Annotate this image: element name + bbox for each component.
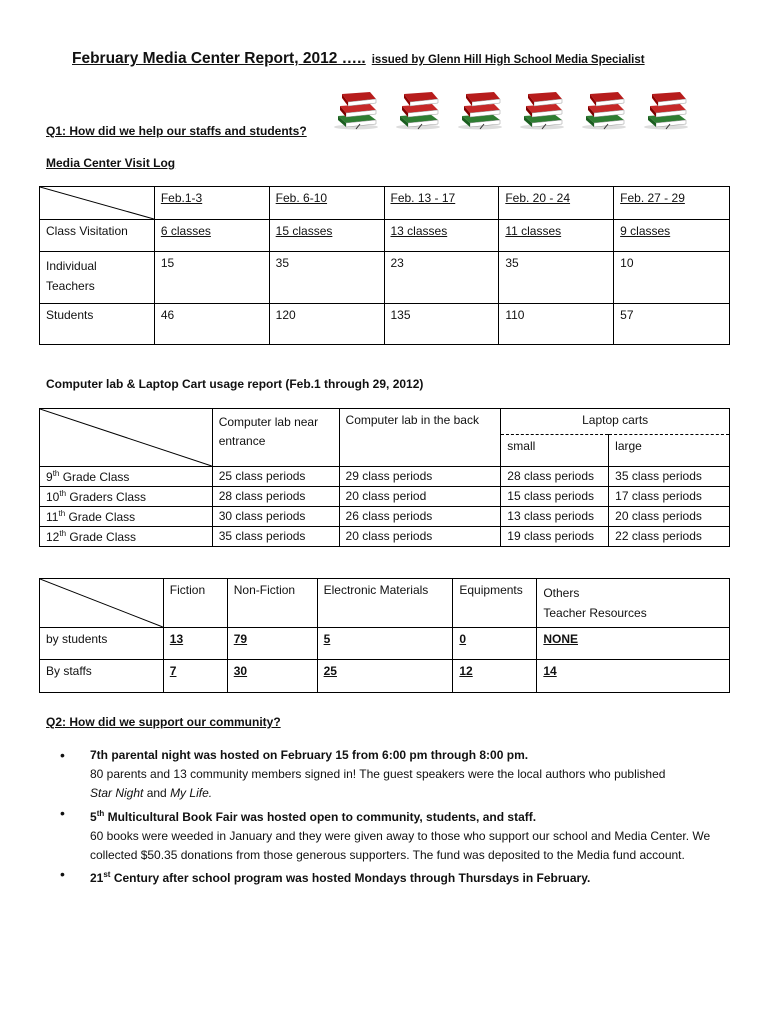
table-cell: 22 class periods — [609, 527, 730, 547]
bullet2-title-text: Multicultural Book Fair was hosted open to community, students, and staff. — [104, 809, 537, 824]
others-label: Others — [543, 586, 580, 600]
table-cell: 19 class periods — [501, 527, 609, 547]
visit-log-col-1: Feb. 6-10 — [269, 187, 384, 220]
title-subtitle: issued by Glenn Hill High School Media Specialist — [371, 54, 645, 66]
grade-number: 12 — [46, 530, 60, 544]
bullet1-and: and — [143, 786, 171, 801]
grade-number: 9 — [46, 470, 53, 484]
book-title-my-life: My Life. — [170, 786, 213, 801]
table-cell: 25 — [317, 660, 453, 693]
col-lab-back: Computer lab in the back — [339, 409, 501, 467]
table-cell: 25 class periods — [212, 467, 339, 487]
row-label: Class Visitation — [40, 220, 155, 252]
table-cell: 35 class periods — [212, 527, 339, 547]
table-cell: 13 class periods — [501, 507, 609, 527]
visit-log-col-4: Feb. 27 - 29 — [614, 187, 730, 220]
table-row — [40, 527, 730, 547]
table-cell: 13 classes — [384, 220, 499, 252]
circ-col-fiction: Fiction — [163, 579, 227, 628]
bullet3-number: 21 — [90, 871, 104, 886]
table-cell: 35 class periods — [609, 467, 730, 487]
grade-number: 10 — [46, 490, 60, 504]
col-laptop-carts: Laptop carts — [501, 409, 730, 435]
table-cell: 110 — [499, 304, 614, 345]
circulation-corner — [40, 579, 164, 628]
book-title-star-night: Star Night — [90, 786, 144, 801]
bullet3-title-text: Century after school program was hosted Mondays through Thursdays in February. — [110, 871, 591, 886]
table-cell: 26 class periods — [339, 507, 501, 527]
row-label — [40, 487, 213, 507]
community-list — [56, 746, 746, 888]
col-laptop-large: large — [609, 435, 730, 467]
table-cell: 7 — [163, 660, 227, 693]
row-label: By staffs — [40, 660, 164, 693]
lab-corner — [40, 409, 213, 467]
bullet3-suffix: st — [103, 870, 111, 880]
table-cell: 30 class periods — [212, 507, 339, 527]
book-icons — [330, 88, 692, 130]
table-cell: 17 class periods — [609, 487, 730, 507]
row-label — [40, 507, 213, 527]
table-cell: 20 class periods — [609, 507, 730, 527]
circ-col-others — [537, 579, 730, 628]
table-cell: 29 class periods — [339, 467, 501, 487]
table-cell: 35 — [499, 252, 614, 304]
diagonal-line — [40, 409, 212, 466]
q1-heading: Q1: How did we help our staffs and students? — [46, 124, 307, 138]
table-cell: 20 class period — [339, 487, 501, 507]
bullet2-text: 60 books were weeded in January and they were given away to those who support our school and Media Center. We collected $50.35 donations from those generous supporters. The fund was deposited to the Media fund account. — [90, 828, 711, 863]
table-cell: 46 — [154, 304, 269, 345]
table-row — [40, 487, 730, 507]
table-cell: 30 — [227, 660, 317, 693]
table-cell: 6 classes — [154, 220, 269, 252]
table-cell: 0 — [453, 628, 537, 660]
table-cell: 28 class periods — [501, 467, 609, 487]
list-item — [56, 804, 746, 866]
bullet1-title: 7th parental night was hosted on February 15 from 6:00 pm through 8:00 pm. — [90, 748, 529, 762]
table-cell: 35 — [269, 252, 384, 304]
table-row — [40, 507, 730, 527]
grade-text: Grade Class — [66, 530, 137, 544]
bullet2-suffix: th — [96, 808, 105, 818]
table-row — [40, 304, 730, 345]
table-cell: 11 classes — [499, 220, 614, 252]
list-item — [56, 746, 746, 804]
diagonal-line — [40, 187, 154, 219]
book-stack-icon — [578, 88, 630, 130]
book-stack-icon — [454, 88, 506, 130]
table-cell: 10 — [614, 252, 730, 304]
grade-suffix: th — [59, 529, 67, 538]
visit-log-corner — [40, 187, 155, 220]
visit-log-col-0: Feb.1-3 — [154, 187, 269, 220]
table-cell: 9 classes — [614, 220, 730, 252]
table-row — [40, 628, 730, 660]
table-row — [40, 660, 730, 693]
table-row — [40, 220, 730, 252]
table-row — [40, 252, 730, 304]
circ-col-equipments: Equipments — [453, 579, 537, 628]
table-cell: 15 class periods — [501, 487, 609, 507]
table-cell: 28 class periods — [212, 487, 339, 507]
col-laptop-small: small — [501, 435, 609, 467]
circ-col-electronic: Electronic Materials — [317, 579, 453, 628]
grade-text: Grade Class — [65, 510, 136, 524]
row-label: by students — [40, 628, 164, 660]
book-stack-icon — [516, 88, 568, 130]
table-cell: 135 — [384, 304, 499, 345]
book-stack-icon — [640, 88, 692, 130]
table-cell: 15 — [154, 252, 269, 304]
table-cell: 15 classes — [269, 220, 384, 252]
row-label: Students — [40, 304, 155, 345]
circ-col-nonfiction: Non-Fiction — [227, 579, 317, 628]
row-label: Individual Teachers — [40, 252, 155, 304]
lab-report-heading: Computer lab & Laptop Cart usage report (Feb.1 through 29, 2012) — [46, 377, 424, 391]
table-cell: 5 — [317, 628, 453, 660]
visit-log-col-3: Feb. 20 - 24 — [499, 187, 614, 220]
page-title — [72, 50, 645, 68]
bullet2-number: 5 — [90, 809, 97, 824]
lab-usage-table — [39, 408, 730, 547]
list-item — [56, 865, 746, 888]
title-text: February Media Center Report, 2012 ….. — [72, 50, 366, 67]
visit-log-col-2: Feb. 13 - 17 — [384, 187, 499, 220]
table-cell: 57 — [614, 304, 730, 345]
grade-suffix: th — [59, 489, 67, 498]
row-label — [40, 467, 213, 487]
bullet3-title — [90, 871, 590, 885]
table-row — [40, 467, 730, 487]
book-stack-icon — [392, 88, 444, 130]
table-cell: 120 — [269, 304, 384, 345]
table-cell: 23 — [384, 252, 499, 304]
diagonal-line — [40, 579, 163, 627]
grade-text: Graders Class — [66, 490, 147, 504]
table-cell: 20 class periods — [339, 527, 501, 547]
grade-suffix: th — [52, 469, 60, 478]
q2-heading: Q2: How did we support our community? — [46, 715, 281, 729]
col-lab-near: Computer lab near entrance — [212, 409, 339, 467]
table-cell: NONE — [537, 628, 730, 660]
row-label — [40, 527, 213, 547]
others-sublabel: Teacher Resources — [543, 606, 647, 620]
table-cell: 14 — [537, 660, 730, 693]
table-cell: 13 — [163, 628, 227, 660]
book-stack-icon — [330, 88, 382, 130]
visit-log-heading: Media Center Visit Log — [46, 156, 176, 170]
visit-log-table — [39, 186, 730, 345]
circulation-table — [39, 578, 730, 693]
grade-text: Grade Class — [59, 470, 130, 484]
table-cell: 79 — [227, 628, 317, 660]
grade-suffix: th — [58, 509, 66, 518]
grade-number: 11 — [46, 510, 59, 524]
bullet1-text: 80 parents and 13 community members signed in! The guest speakers were the local authors who published — [90, 767, 666, 782]
bullet2-title — [90, 810, 536, 824]
table-cell: 12 — [453, 660, 537, 693]
